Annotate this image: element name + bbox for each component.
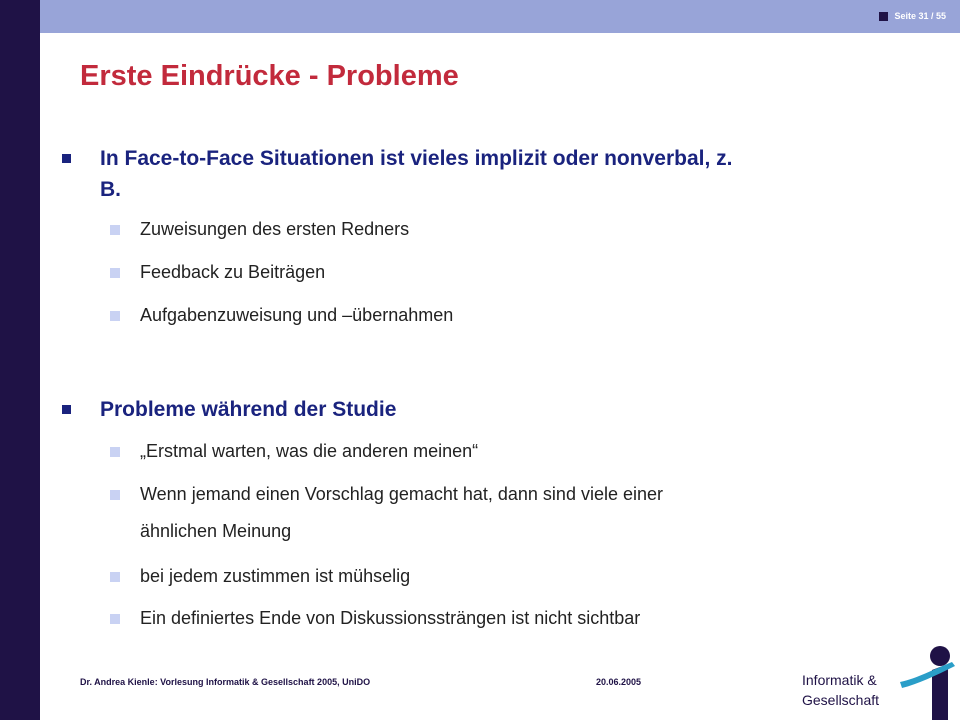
bullet-text-line2: B. bbox=[100, 178, 121, 201]
sub-bullet-marker bbox=[110, 572, 120, 582]
bullet-text-line1: Probleme während der Studie bbox=[100, 398, 397, 421]
sub-bullet-text: bei jedem zustimmen ist mühselig bbox=[140, 566, 411, 586]
sub-bullet-marker bbox=[110, 447, 120, 457]
sidebar-bar bbox=[0, 0, 40, 720]
page-number: Seite 31 / 55 bbox=[894, 11, 946, 21]
slide-title: Erste Eindrücke - Probleme bbox=[80, 60, 459, 92]
sub-bullet-text: „Erstmal warten, was die anderen meinen“ bbox=[140, 441, 479, 461]
sub-bullet-marker bbox=[110, 225, 120, 235]
sub-bullet-text: Ein definiertes Ende von Diskussionssträngen ist nicht sichtbar bbox=[140, 608, 641, 628]
sub-bullet-text: Feedback zu Beiträgen bbox=[140, 262, 326, 282]
logo-text-line1: Informatik & bbox=[802, 672, 877, 688]
logo-icon bbox=[900, 640, 960, 720]
footer-date: 20.06.2005 bbox=[596, 677, 642, 687]
page-indicator-square bbox=[879, 12, 888, 21]
bullet-marker bbox=[62, 154, 71, 163]
sub-bullet-text: ähnlichen Meinung bbox=[140, 521, 292, 541]
sub-bullet-marker bbox=[110, 311, 120, 321]
footer-author: Dr. Andrea Kienle: Vorlesung Informatik & Gesellschaft 2005, UniDO bbox=[80, 677, 371, 687]
bullet-marker bbox=[62, 405, 71, 414]
sub-bullet-marker bbox=[110, 490, 120, 500]
sub-bullet-text: Aufgabenzuweisung und –übernahmen bbox=[140, 305, 454, 325]
header-bar bbox=[0, 0, 960, 33]
sub-bullet-text: Zuweisungen des ersten Redners bbox=[140, 219, 410, 239]
sub-bullet-marker bbox=[110, 268, 120, 278]
bullet-text-line1: In Face-to-Face Situationen ist vieles implizit oder nonverbal, z. bbox=[100, 147, 733, 170]
logo-text bbox=[802, 670, 879, 710]
sub-bullet-marker bbox=[110, 614, 120, 624]
sub-bullet-text: Wenn jemand einen Vorschlag gemacht hat, dann sind viele einer bbox=[140, 484, 664, 504]
page-indicator bbox=[879, 11, 946, 21]
logo-text-line2: Gesellschaft bbox=[802, 692, 880, 708]
